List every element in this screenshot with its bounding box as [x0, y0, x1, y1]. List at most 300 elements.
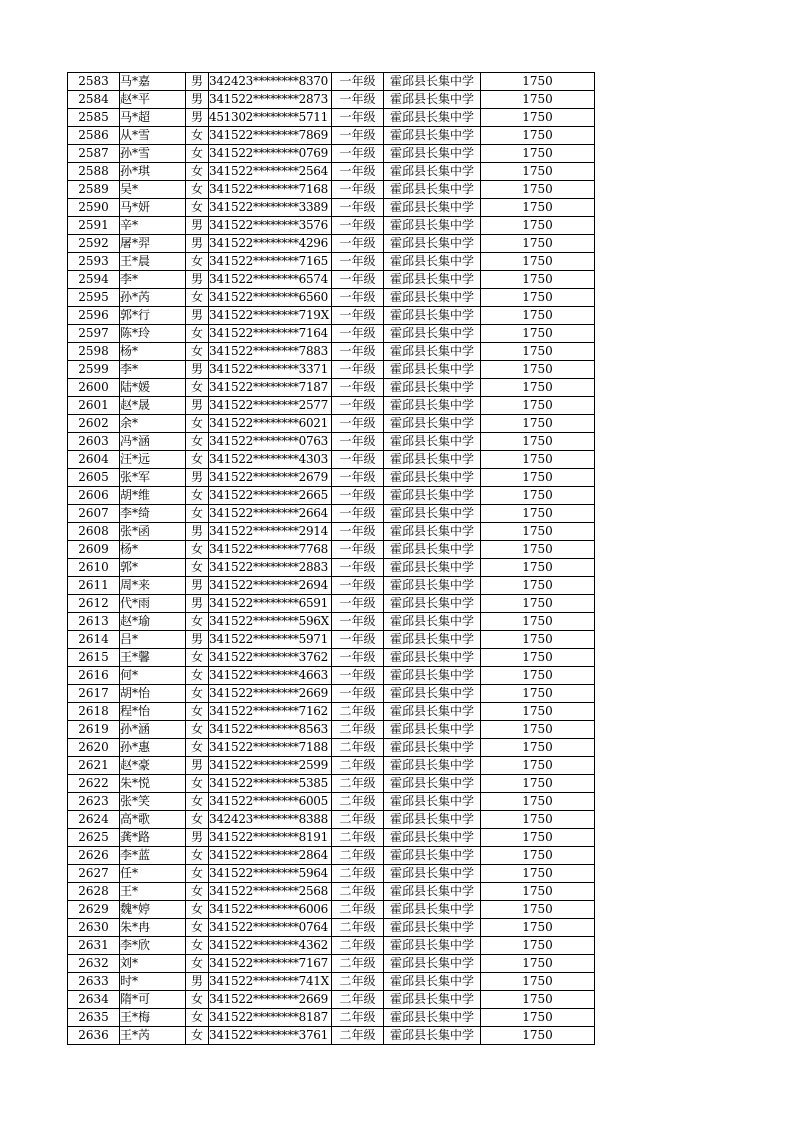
amount-cell: 1750 [481, 667, 595, 685]
school-cell: 霍邱县长集中学 [384, 379, 481, 397]
id-number-cell: 341522********6006 [209, 901, 332, 919]
gender-cell: 女 [186, 703, 209, 721]
table-row [68, 793, 595, 811]
row-number-cell: 2588 [68, 163, 120, 181]
gender-cell: 女 [186, 415, 209, 433]
amount-cell: 1750 [481, 415, 595, 433]
gender-cell: 女 [186, 541, 209, 559]
student-name-cell: 时* [120, 973, 186, 991]
table-row [68, 91, 595, 109]
school-cell: 霍邱县长集中学 [384, 973, 481, 991]
gender-cell: 女 [186, 253, 209, 271]
student-name-cell: 余* [120, 415, 186, 433]
gender-cell: 女 [186, 775, 209, 793]
school-cell: 霍邱县长集中学 [384, 883, 481, 901]
school-cell: 霍邱县长集中学 [384, 559, 481, 577]
table-row [68, 73, 595, 91]
grade-cell: 二年级 [332, 775, 384, 793]
table-row [68, 181, 595, 199]
amount-cell: 1750 [481, 469, 595, 487]
table-row [68, 775, 595, 793]
school-cell: 霍邱县长集中学 [384, 631, 481, 649]
table-row [68, 955, 595, 973]
student-name-cell: 杨* [120, 541, 186, 559]
student-name-cell: 汪*远 [120, 451, 186, 469]
school-cell: 霍邱县长集中学 [384, 343, 481, 361]
grade-cell: 一年级 [332, 685, 384, 703]
grade-cell: 一年级 [332, 325, 384, 343]
gender-cell: 女 [186, 667, 209, 685]
school-cell: 霍邱县长集中学 [384, 577, 481, 595]
school-cell: 霍邱县长集中学 [384, 199, 481, 217]
row-number-cell: 2591 [68, 217, 120, 235]
amount-cell: 1750 [481, 919, 595, 937]
student-name-cell: 王*芮 [120, 1027, 186, 1045]
row-number-cell: 2626 [68, 847, 120, 865]
school-cell: 霍邱县长集中学 [384, 127, 481, 145]
gender-cell: 女 [186, 1009, 209, 1027]
grade-cell: 一年级 [332, 649, 384, 667]
student-name-cell: 孙*惠 [120, 739, 186, 757]
table-row [68, 865, 595, 883]
id-number-cell: 341522********2873 [209, 91, 332, 109]
student-name-cell: 朱*冉 [120, 919, 186, 937]
id-number-cell: 341522********2694 [209, 577, 332, 595]
row-number-cell: 2592 [68, 235, 120, 253]
grade-cell: 一年级 [332, 379, 384, 397]
row-number-cell: 2630 [68, 919, 120, 937]
id-number-cell: 341522********3371 [209, 361, 332, 379]
school-cell: 霍邱县长集中学 [384, 811, 481, 829]
grade-cell: 二年级 [332, 955, 384, 973]
table-row [68, 811, 595, 829]
table-row [68, 703, 595, 721]
student-name-cell: 孙*雪 [120, 145, 186, 163]
grade-cell: 二年级 [332, 919, 384, 937]
student-name-cell: 屠*羿 [120, 235, 186, 253]
table-row [68, 145, 595, 163]
gender-cell: 女 [186, 793, 209, 811]
amount-cell: 1750 [481, 829, 595, 847]
id-number-cell: 341522********5385 [209, 775, 332, 793]
grade-cell: 一年级 [332, 271, 384, 289]
table-row [68, 937, 595, 955]
amount-cell: 1750 [481, 181, 595, 199]
school-cell: 霍邱县长集中学 [384, 397, 481, 415]
amount-cell: 1750 [481, 739, 595, 757]
amount-cell: 1750 [481, 703, 595, 721]
table-row [68, 559, 595, 577]
id-number-cell: 341522********2679 [209, 469, 332, 487]
table-row [68, 505, 595, 523]
amount-cell: 1750 [481, 955, 595, 973]
amount-cell: 1750 [481, 775, 595, 793]
table-row [68, 541, 595, 559]
row-number-cell: 2600 [68, 379, 120, 397]
table-row [68, 721, 595, 739]
row-number-cell: 2610 [68, 559, 120, 577]
amount-cell: 1750 [481, 343, 595, 361]
gender-cell: 男 [186, 91, 209, 109]
gender-cell: 女 [186, 181, 209, 199]
grade-cell: 一年级 [332, 541, 384, 559]
school-cell: 霍邱县长集中学 [384, 217, 481, 235]
id-number-cell: 341522********3576 [209, 217, 332, 235]
row-number-cell: 2587 [68, 145, 120, 163]
gender-cell: 男 [186, 973, 209, 991]
table-row [68, 919, 595, 937]
school-cell: 霍邱县长集中学 [384, 703, 481, 721]
row-number-cell: 2606 [68, 487, 120, 505]
row-number-cell: 2621 [68, 757, 120, 775]
table-row [68, 253, 595, 271]
gender-cell: 女 [186, 649, 209, 667]
grade-cell: 一年级 [332, 505, 384, 523]
school-cell: 霍邱县长集中学 [384, 325, 481, 343]
gender-cell: 女 [186, 955, 209, 973]
id-number-cell: 341522********0763 [209, 433, 332, 451]
table-row [68, 217, 595, 235]
amount-cell: 1750 [481, 649, 595, 667]
grade-cell: 二年级 [332, 829, 384, 847]
amount-cell: 1750 [481, 1009, 595, 1027]
school-cell: 霍邱县长集中学 [384, 469, 481, 487]
id-number-cell: 341522********7869 [209, 127, 332, 145]
school-cell: 霍邱县长集中学 [384, 271, 481, 289]
id-number-cell: 341522********3762 [209, 649, 332, 667]
id-number-cell: 341522********2664 [209, 505, 332, 523]
amount-cell: 1750 [481, 991, 595, 1009]
table-row [68, 487, 595, 505]
id-number-cell: 341522********4663 [209, 667, 332, 685]
school-cell: 霍邱县长集中学 [384, 109, 481, 127]
row-number-cell: 2619 [68, 721, 120, 739]
amount-cell: 1750 [481, 487, 595, 505]
grade-cell: 二年级 [332, 883, 384, 901]
gender-cell: 女 [186, 325, 209, 343]
student-name-cell: 魏*婷 [120, 901, 186, 919]
table-row [68, 523, 595, 541]
amount-cell: 1750 [481, 271, 595, 289]
gender-cell: 女 [186, 163, 209, 181]
row-number-cell: 2595 [68, 289, 120, 307]
amount-cell: 1750 [481, 217, 595, 235]
gender-cell: 男 [186, 631, 209, 649]
gender-cell: 男 [186, 271, 209, 289]
id-number-cell: 341522********3389 [209, 199, 332, 217]
school-cell: 霍邱县长集中学 [384, 667, 481, 685]
row-number-cell: 2604 [68, 451, 120, 469]
gender-cell: 男 [186, 361, 209, 379]
gender-cell: 男 [186, 217, 209, 235]
gender-cell: 男 [186, 523, 209, 541]
row-number-cell: 2616 [68, 667, 120, 685]
student-name-cell: 刘* [120, 955, 186, 973]
grade-cell: 一年级 [332, 127, 384, 145]
gender-cell: 女 [186, 811, 209, 829]
student-name-cell: 胡*维 [120, 487, 186, 505]
student-name-cell: 张*笑 [120, 793, 186, 811]
grade-cell: 一年级 [332, 577, 384, 595]
grade-cell: 一年级 [332, 433, 384, 451]
amount-cell: 1750 [481, 577, 595, 595]
row-number-cell: 2623 [68, 793, 120, 811]
school-cell: 霍邱县长集中学 [384, 901, 481, 919]
grade-cell: 二年级 [332, 901, 384, 919]
student-name-cell: 周*来 [120, 577, 186, 595]
student-name-cell: 吴* [120, 181, 186, 199]
school-cell: 霍邱县长集中学 [384, 433, 481, 451]
school-cell: 霍邱县长集中学 [384, 1009, 481, 1027]
gender-cell: 女 [186, 343, 209, 361]
table-row [68, 847, 595, 865]
gender-cell: 女 [186, 487, 209, 505]
row-number-cell: 2628 [68, 883, 120, 901]
grade-cell: 一年级 [332, 91, 384, 109]
amount-cell: 1750 [481, 127, 595, 145]
row-number-cell: 2633 [68, 973, 120, 991]
grade-cell: 一年级 [332, 289, 384, 307]
table-row [68, 379, 595, 397]
table-row [68, 649, 595, 667]
amount-cell: 1750 [481, 721, 595, 739]
table-row [68, 685, 595, 703]
gender-cell: 女 [186, 433, 209, 451]
student-name-cell: 赵*平 [120, 91, 186, 109]
grade-cell: 一年级 [332, 235, 384, 253]
amount-cell: 1750 [481, 109, 595, 127]
grade-cell: 一年级 [332, 73, 384, 91]
row-number-cell: 2629 [68, 901, 120, 919]
student-name-cell: 冯*涵 [120, 433, 186, 451]
id-number-cell: 341522********6021 [209, 415, 332, 433]
school-cell: 霍邱县长集中学 [384, 937, 481, 955]
row-number-cell: 2603 [68, 433, 120, 451]
row-number-cell: 2634 [68, 991, 120, 1009]
grade-cell: 一年级 [332, 307, 384, 325]
row-number-cell: 2636 [68, 1027, 120, 1045]
student-name-cell: 张*函 [120, 523, 186, 541]
id-number-cell: 341522********8191 [209, 829, 332, 847]
row-number-cell: 2602 [68, 415, 120, 433]
table-row [68, 595, 595, 613]
gender-cell: 女 [186, 901, 209, 919]
student-name-cell: 陈*玲 [120, 325, 186, 343]
gender-cell: 女 [186, 739, 209, 757]
id-number-cell: 341522********6591 [209, 595, 332, 613]
id-number-cell: 341522********5964 [209, 865, 332, 883]
grade-cell: 一年级 [332, 199, 384, 217]
amount-cell: 1750 [481, 865, 595, 883]
id-number-cell: 341522********7768 [209, 541, 332, 559]
id-number-cell: 341522********0764 [209, 919, 332, 937]
grade-cell: 一年级 [332, 469, 384, 487]
row-number-cell: 2584 [68, 91, 120, 109]
gender-cell: 男 [186, 577, 209, 595]
gender-cell: 女 [186, 505, 209, 523]
id-number-cell: 341522********2914 [209, 523, 332, 541]
grade-cell: 二年级 [332, 865, 384, 883]
grade-cell: 二年级 [332, 721, 384, 739]
row-number-cell: 2585 [68, 109, 120, 127]
amount-cell: 1750 [481, 793, 595, 811]
amount-cell: 1750 [481, 433, 595, 451]
table-row [68, 307, 595, 325]
school-cell: 霍邱县长集中学 [384, 307, 481, 325]
grade-cell: 二年级 [332, 1027, 384, 1045]
row-number-cell: 2589 [68, 181, 120, 199]
school-cell: 霍邱县长集中学 [384, 793, 481, 811]
table-body [68, 73, 595, 1045]
gender-cell: 女 [186, 721, 209, 739]
gender-cell: 女 [186, 685, 209, 703]
grade-cell: 一年级 [332, 523, 384, 541]
id-number-cell: 341522********2665 [209, 487, 332, 505]
row-number-cell: 2631 [68, 937, 120, 955]
table-row [68, 757, 595, 775]
amount-cell: 1750 [481, 1027, 595, 1045]
amount-cell: 1750 [481, 631, 595, 649]
row-number-cell: 2625 [68, 829, 120, 847]
id-number-cell: 341522********8563 [209, 721, 332, 739]
amount-cell: 1750 [481, 505, 595, 523]
school-cell: 霍邱县长集中学 [384, 1027, 481, 1045]
row-number-cell: 2608 [68, 523, 120, 541]
gender-cell: 男 [186, 109, 209, 127]
id-number-cell: 341522********7883 [209, 343, 332, 361]
table-row [68, 577, 595, 595]
grade-cell: 一年级 [332, 559, 384, 577]
school-cell: 霍邱县长集中学 [384, 163, 481, 181]
grade-cell: 一年级 [332, 343, 384, 361]
amount-cell: 1750 [481, 253, 595, 271]
row-number-cell: 2614 [68, 631, 120, 649]
student-name-cell: 马*嘉 [120, 73, 186, 91]
amount-cell: 1750 [481, 523, 595, 541]
student-name-cell: 李*绮 [120, 505, 186, 523]
student-name-cell: 孙*琪 [120, 163, 186, 181]
id-number-cell: 341522********2864 [209, 847, 332, 865]
grade-cell: 一年级 [332, 487, 384, 505]
grade-cell: 一年级 [332, 217, 384, 235]
id-number-cell: 342423********8388 [209, 811, 332, 829]
row-number-cell: 2632 [68, 955, 120, 973]
student-name-cell: 代*雨 [120, 595, 186, 613]
school-cell: 霍邱县长集中学 [384, 685, 481, 703]
id-number-cell: 341522********2564 [209, 163, 332, 181]
grade-cell: 一年级 [332, 109, 384, 127]
student-name-cell: 马*超 [120, 109, 186, 127]
school-cell: 霍邱县长集中学 [384, 289, 481, 307]
student-name-cell: 李*欣 [120, 937, 186, 955]
id-number-cell: 341522********8187 [209, 1009, 332, 1027]
gender-cell: 女 [186, 865, 209, 883]
gender-cell: 男 [186, 469, 209, 487]
table-row [68, 343, 595, 361]
grade-cell: 一年级 [332, 397, 384, 415]
gender-cell: 女 [186, 127, 209, 145]
row-number-cell: 2583 [68, 73, 120, 91]
amount-cell: 1750 [481, 451, 595, 469]
school-cell: 霍邱县长集中学 [384, 523, 481, 541]
id-number-cell: 341522********3761 [209, 1027, 332, 1045]
table-row [68, 235, 595, 253]
table-row [68, 739, 595, 757]
student-name-cell: 张*军 [120, 469, 186, 487]
school-cell: 霍邱县长集中学 [384, 649, 481, 667]
table-row [68, 271, 595, 289]
school-cell: 霍邱县长集中学 [384, 829, 481, 847]
student-name-cell: 孙*芮 [120, 289, 186, 307]
school-cell: 霍邱县长集中学 [384, 739, 481, 757]
table-row [68, 1027, 595, 1045]
grade-cell: 一年级 [332, 361, 384, 379]
student-name-cell: 高*歌 [120, 811, 186, 829]
amount-cell: 1750 [481, 361, 595, 379]
school-cell: 霍邱县长集中学 [384, 235, 481, 253]
table-row [68, 325, 595, 343]
student-name-cell: 王*晨 [120, 253, 186, 271]
id-number-cell: 341522********4296 [209, 235, 332, 253]
gender-cell: 女 [186, 847, 209, 865]
id-number-cell: 451302********5711 [209, 109, 332, 127]
gender-cell: 女 [186, 145, 209, 163]
row-number-cell: 2607 [68, 505, 120, 523]
amount-cell: 1750 [481, 163, 595, 181]
gender-cell: 男 [186, 235, 209, 253]
grade-cell: 一年级 [332, 181, 384, 199]
id-number-cell: 341522********0769 [209, 145, 332, 163]
grade-cell: 一年级 [332, 595, 384, 613]
table-row [68, 991, 595, 1009]
id-number-cell: 341522********2577 [209, 397, 332, 415]
row-number-cell: 2617 [68, 685, 120, 703]
school-cell: 霍邱县长集中学 [384, 721, 481, 739]
table-row [68, 1009, 595, 1027]
grade-cell: 二年级 [332, 973, 384, 991]
school-cell: 霍邱县长集中学 [384, 595, 481, 613]
student-name-cell: 从*雪 [120, 127, 186, 145]
amount-cell: 1750 [481, 901, 595, 919]
student-name-cell: 任* [120, 865, 186, 883]
gender-cell: 女 [186, 379, 209, 397]
student-name-cell: 何* [120, 667, 186, 685]
student-name-cell: 王* [120, 883, 186, 901]
row-number-cell: 2612 [68, 595, 120, 613]
school-cell: 霍邱县长集中学 [384, 613, 481, 631]
table-row [68, 415, 595, 433]
table-row [68, 631, 595, 649]
row-number-cell: 2594 [68, 271, 120, 289]
school-cell: 霍邱县长集中学 [384, 991, 481, 1009]
table-row [68, 397, 595, 415]
amount-cell: 1750 [481, 145, 595, 163]
amount-cell: 1750 [481, 235, 595, 253]
gender-cell: 女 [186, 199, 209, 217]
id-number-cell: 341522********7168 [209, 181, 332, 199]
grade-cell: 二年级 [332, 703, 384, 721]
row-number-cell: 2618 [68, 703, 120, 721]
table-row [68, 667, 595, 685]
gender-cell: 女 [186, 559, 209, 577]
amount-cell: 1750 [481, 397, 595, 415]
student-name-cell: 辛* [120, 217, 186, 235]
amount-cell: 1750 [481, 937, 595, 955]
amount-cell: 1750 [481, 847, 595, 865]
table-row [68, 829, 595, 847]
gender-cell: 女 [186, 1027, 209, 1045]
grade-cell: 二年级 [332, 937, 384, 955]
